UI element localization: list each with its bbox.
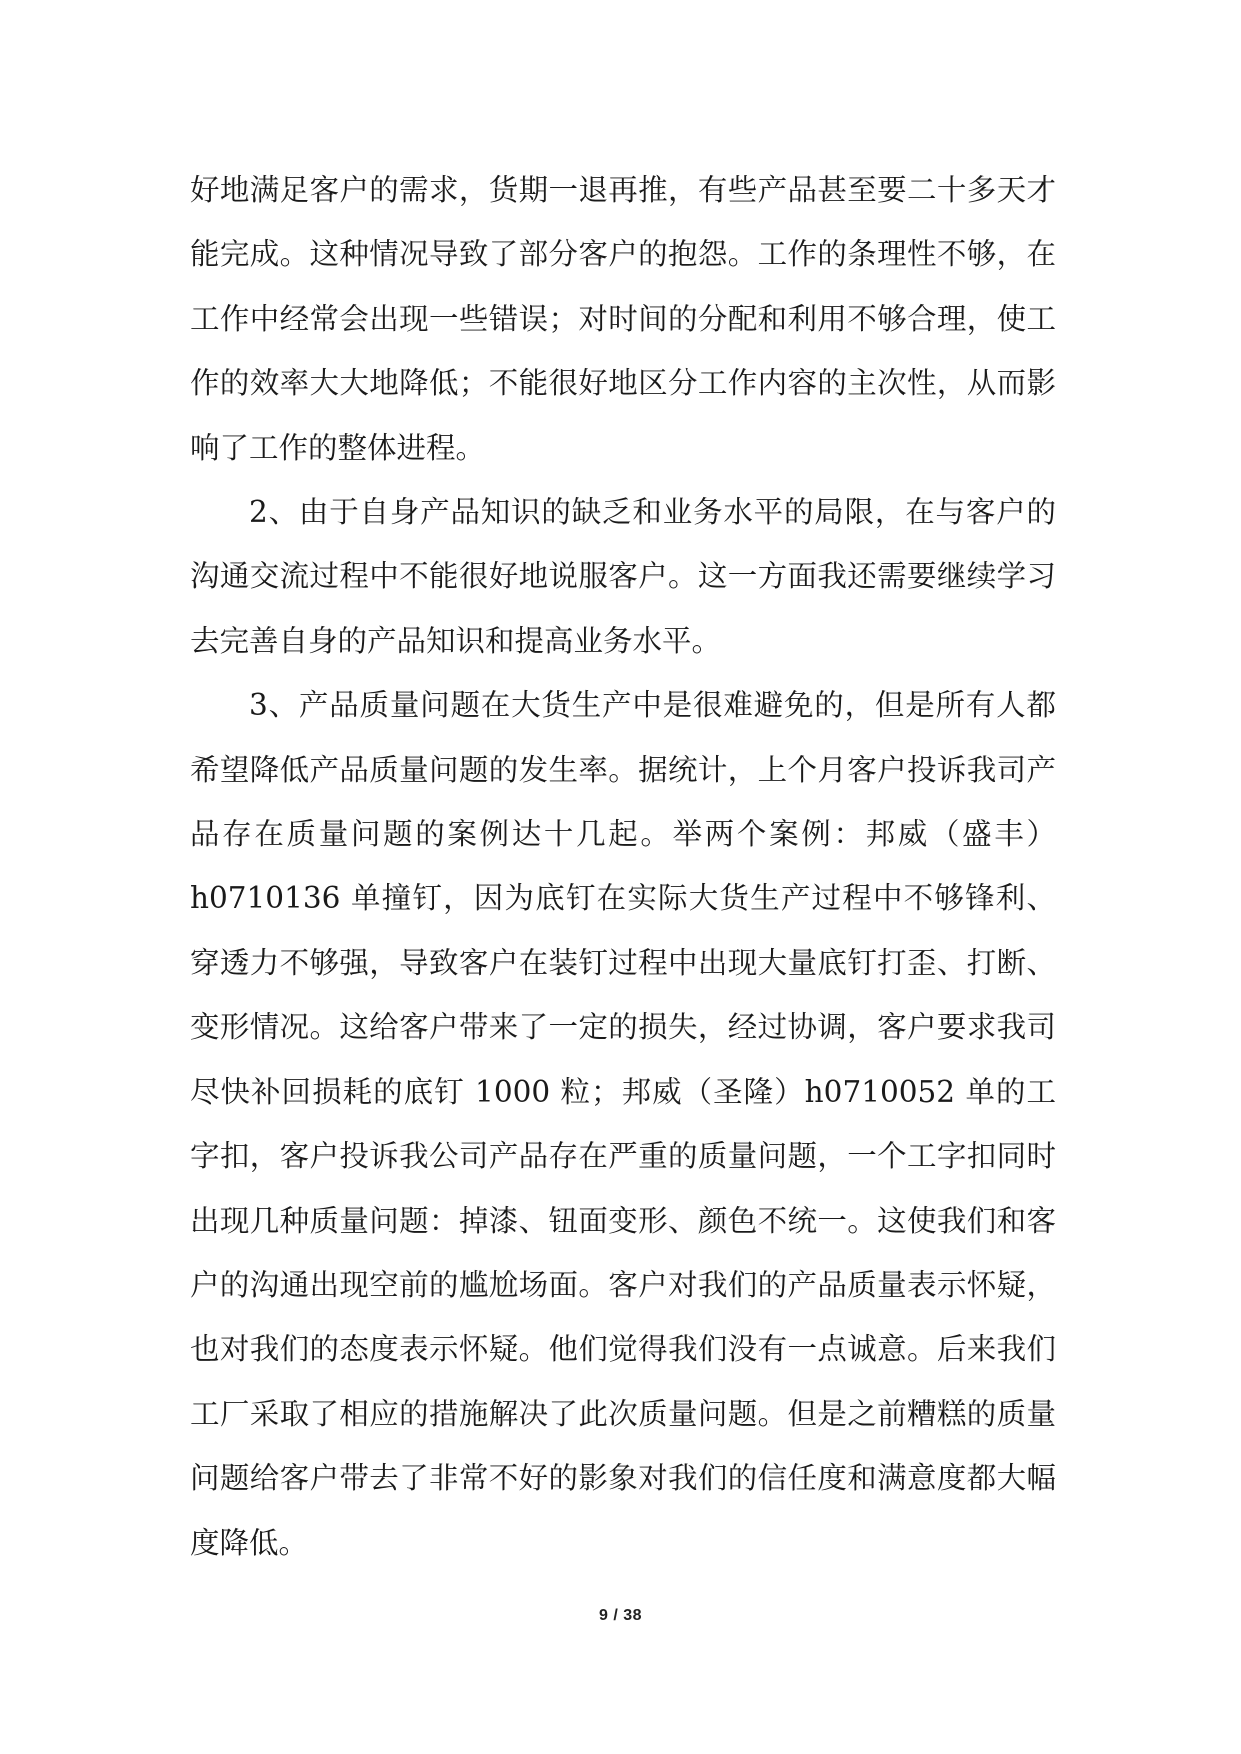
page-number: 9 / 38 [598,1607,643,1624]
paragraph-2: 2、由于自身产品知识的缺乏和业务水平的局限，在与客户的沟通交流过程中不能很好地说服客户。这一方面我还需要继续学习去完善自身的产品知识和提高业务水平。 [190,495,1056,658]
paragraph-3: 3、产品质量问题在大货生产中是很难避免的，但是所有人都希望降低产品质量问题的发生率。据统计，上个月客户投诉我司产品存在质量问题的案例达十几起。举两个案例：邦威（盛丰）h0710136 单撞钉，因为底钉在实际大货生产过程中不够锋利、穿透力不够强，导致客户在装钉过程中出现大量底钉打歪、打断、变形情况。这给客户带来了一定的损失，经过协调，客户要求我司尽快补回损耗的底钉 1000 粒；邦威（圣隆）h0710052 单的工字扣，客户投诉我公司产品存在严重的质量问题，一个工字扣同时出现几种质量问题：掉漆、钮面变形、颜色不统一。这使我们和客户的沟通出现空前的尴尬场面。客户对我们的产品质量表示怀疑，也对我们的态度表示怀疑。他们觉得我们没有一点诚意。后来我们工厂采取了相应的措施解决了此次质量问题。但是之前糟糕的质量问题给客户带去了非常不好的影象对我们的信任度和满意度都大幅度降低。 [190,688,1056,1560]
document-body [190,158,1056,1575]
paragraph-1: 好地满足客户的需求，货期一退再推，有些产品甚至要二十多天才能完成。这种情况导致了部分客户的抱怨。工作的条理性不够，在工作中经常会出现一些错误；对时间的分配和利用不够合理，使工作的效率大大地降低；不能很好地区分工作内容的主次性，从而影响了工作的整体进程。 [190,173,1056,465]
